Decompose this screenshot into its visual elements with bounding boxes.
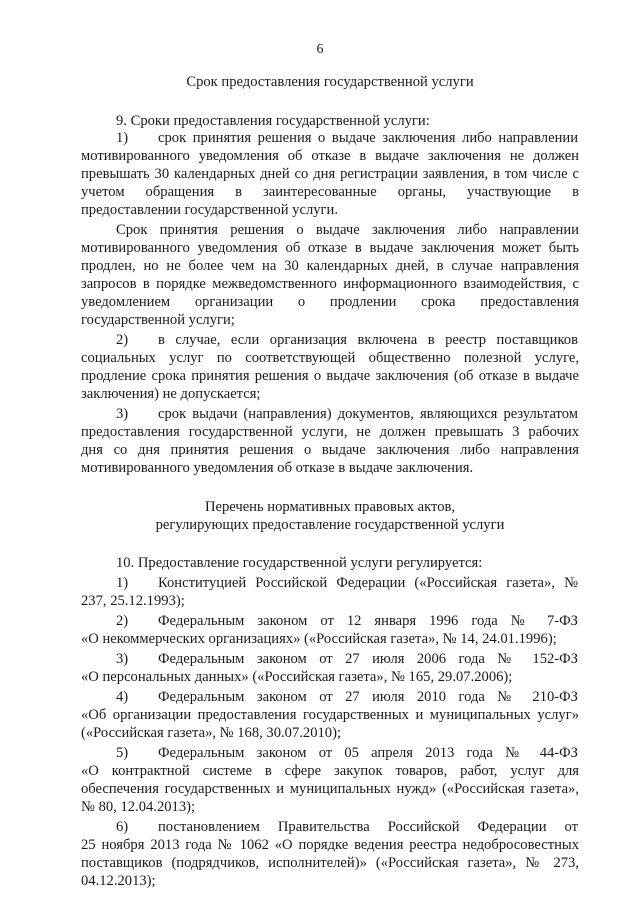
text-line: предоставления государственной услуги, не должен превышать 3 рабочих <box>81 424 579 440</box>
text-line: срок принятия решения о выдаче заключения либо направлении <box>158 130 578 146</box>
text-line: «О некоммерческих организациях» («Российская газета», № 14, 24.01.1996); <box>81 631 557 647</box>
item-number: 1) <box>116 130 129 146</box>
section-heading-term: Срок предоставления государственной услуги <box>186 74 474 90</box>
text-line: № 80, 12.04.2013); <box>81 799 196 815</box>
item-number: 4) <box>116 689 129 705</box>
text-line: запросов в порядке межведомственного информационного взаимодействия, с <box>81 276 579 292</box>
text-line: Федеральным законом от 27 июля 2010 года № 210-ФЗ <box>158 689 578 705</box>
text-line: 25 ноября 2013 года № 1062 «О порядке ведения реестра недобросовестных <box>81 837 579 853</box>
item-number: 5) <box>116 745 129 761</box>
text-line: превышать 30 календарных дней со дня регистрации заявления, в том числе с <box>81 166 579 182</box>
text-line: дня со дня принятия решения о выдаче заключения либо направления <box>81 442 579 458</box>
text-line: продлен, но не более чем на 30 календарных дней, в случае направления <box>81 258 579 274</box>
text-line: Федеральным законом от 12 января 1996 года № 7-ФЗ <box>158 613 578 629</box>
text-line: Срок принятия решения о выдаче заключения либо направлении <box>116 222 579 238</box>
paragraph-10-title: 10. Предоставление государственной услуги регулируется: <box>116 555 483 571</box>
text-line: учетом обращения в заинтересованные органы, участвующие в <box>81 184 579 200</box>
text-line: («Российская газета», № 168, 30.07.2010); <box>81 725 342 741</box>
text-line: социальных услуг по соответствующей общественно полезной услуге, <box>81 350 579 366</box>
text-line: в случае, если организация включена в реестр поставщиков <box>158 332 578 348</box>
text-line: мотивированного уведомления об отказе в выдаче заключения не должен <box>81 148 579 164</box>
text-line: заключения) не допускается; <box>81 386 261 402</box>
text-line: обеспечения государственных и муниципальных нужд» («Российская газета», <box>81 781 579 797</box>
section-heading-acts-line1: Перечень нормативных правовых актов, <box>204 499 456 515</box>
page-number: 6 <box>316 42 324 57</box>
text-line: государственной услуги; <box>81 312 235 328</box>
text-line: Федеральным законом от 05 апреля 2013 года № 44-ФЗ <box>158 745 578 761</box>
text-line: «О контрактной системе в сфере закупок товаров, работ, услуг для <box>81 763 579 779</box>
item-number: 2) <box>116 332 129 348</box>
text-line: уведомлением организации о продлении срока предоставления <box>81 294 579 310</box>
text-line: мотивированного уведомления об отказе в выдаче заключения. <box>81 460 474 476</box>
text-line: «Об организации предоставления государственных и муниципальных услуг» <box>81 707 579 723</box>
text-line: продление срока принятия решения о выдаче заключения (об отказе в выдаче <box>81 368 579 384</box>
item-number: 2) <box>116 613 129 629</box>
paragraph-9-title: 9. Сроки предоставления государственной услуги: <box>116 113 430 129</box>
text-line: постановлением Правительства Российской Федерации от <box>158 819 578 835</box>
text-line: Конституцией Российской Федерации («Российская газета», № <box>158 575 578 591</box>
text-line: поставщиков (подрядчиков, исполнителей)» («Российская газета», № 273, <box>81 855 579 871</box>
text-line: «О персональных данных» («Российская газета», № 165, 29.07.2006); <box>81 669 513 685</box>
item-number: 1) <box>116 575 129 591</box>
item-number: 3) <box>116 651 129 667</box>
item-number: 3) <box>116 406 129 422</box>
item-number: 6) <box>116 819 129 835</box>
text-line: предоставлении государственной услуги. <box>81 202 338 218</box>
section-heading-acts-line2: регулирующих предоставление государственной услуги <box>155 517 505 533</box>
text-line: 237, 25.12.1993); <box>81 593 185 609</box>
text-line: мотивированного уведомления об отказе в выдаче заключения может быть <box>81 240 579 256</box>
text-line: срок выдачи (направления) документов, являющихся результатом <box>158 406 578 422</box>
text-line: 04.12.2013); <box>81 873 156 889</box>
text-line: Федеральным законом от 27 июля 2006 года № 152-ФЗ <box>158 651 578 667</box>
